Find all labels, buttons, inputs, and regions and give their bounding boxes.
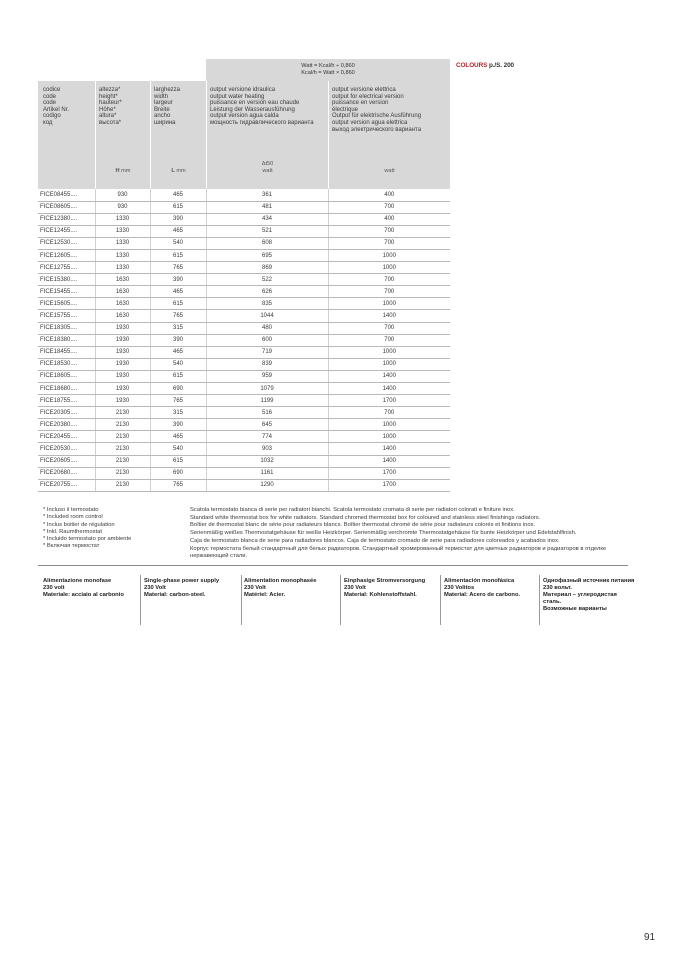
table-row xyxy=(38,298,450,310)
width-cell: 390 xyxy=(150,419,206,431)
table-row xyxy=(38,310,450,322)
water-output-cell: 695 xyxy=(206,249,328,261)
electric-output-cell: 700 xyxy=(328,334,450,346)
table-row xyxy=(38,262,450,274)
table-row xyxy=(38,274,450,286)
electric-output-cell: 700 xyxy=(328,274,450,286)
electric-output-cell: 1000 xyxy=(328,249,450,261)
water-output-cell: 1044 xyxy=(206,310,328,322)
height-cell: 1330 xyxy=(95,249,150,261)
electric-output-cell: 700 xyxy=(328,322,450,334)
water-output-cell: 869 xyxy=(206,262,328,274)
electric-output-cell: 1700 xyxy=(328,467,450,479)
table-row xyxy=(38,249,450,261)
table-row xyxy=(38,358,450,370)
page-number: 91 xyxy=(644,932,656,943)
water-output-cell: 1032 xyxy=(206,455,328,467)
electric-output-cell: 1700 xyxy=(328,395,450,407)
product-code-cell: FICE18755.... xyxy=(38,395,95,407)
table-row xyxy=(38,383,450,395)
electric-output-cell: 1400 xyxy=(328,370,450,382)
electric-output-cell: 1700 xyxy=(328,479,450,491)
product-code-cell: FICE20305.... xyxy=(38,407,95,419)
electric-output-cell: 1400 xyxy=(328,310,450,322)
product-code-cell: FICE20530.... xyxy=(38,443,95,455)
spec-block-french: Alimentation monophasée 230 Volt Matériel: Acier. xyxy=(244,578,317,598)
table-row xyxy=(38,443,450,455)
thermostat-box-note: Scatola termostato bianca di serie per radiatori bianchi. Scatola termostato cromata di serie per radiatori colorati e finiture inox. Standard white thermostat box for white radiators. Standard chromed thermostat box for coloured and stainless steel finishings radiators. Boîtier de thermostat blanc de série pour radiateurs blancs. Boîtier thermostat chromé de série pour radiateurs colorés et finitions inox. Serienmäßig weißes Thermostatgehäuse für weiße Heizkörper. Serienmäßig verchromte Thermostatgehäuse für bunte Heizkörper und Edelstahlfinish. Caja de termostato blanca de serie para radiadores blancos. Caja de termostato cromado de serie para radiadores coloreados y acabados inox. Корпус термостата белый стандартный для белых радиаторов. Стандартный хромированный термостат для цветных радиаторов и радиаторов в отделке нержавеющей стали. xyxy=(190,507,607,560)
spec-block-english: Single-phase power supply 230 Volt Material: carbon-steel. xyxy=(144,578,220,598)
table-row xyxy=(38,189,450,201)
water-output-cell: 645 xyxy=(206,419,328,431)
product-code-cell: FICE12605.... xyxy=(38,249,95,261)
spec-block-german: Einphasige Stromversorgung 230 Volt Material: Kohlenstoffstahl. xyxy=(344,578,426,598)
width-cell: 615 xyxy=(150,370,206,382)
table-row xyxy=(38,395,450,407)
unit-electric: watt xyxy=(384,168,395,174)
water-output-cell: 600 xyxy=(206,334,328,346)
water-output-cell: 959 xyxy=(206,370,328,382)
table-row xyxy=(38,334,450,346)
height-cell: 1930 xyxy=(95,322,150,334)
height-cell: 1930 xyxy=(95,346,150,358)
height-cell: 1930 xyxy=(95,383,150,395)
height-cell: 930 xyxy=(95,201,150,213)
height-cell: 2130 xyxy=(95,431,150,443)
height-cell: 2130 xyxy=(95,455,150,467)
table-row xyxy=(38,225,450,237)
width-cell: 615 xyxy=(150,298,206,310)
electric-output-cell: 400 xyxy=(328,189,450,201)
water-output-cell: 719 xyxy=(206,346,328,358)
water-output-cell: 608 xyxy=(206,237,328,249)
product-code-cell: FICE18680.... xyxy=(38,383,95,395)
width-cell: 390 xyxy=(150,334,206,346)
product-code-cell: FICE18305.... xyxy=(38,322,95,334)
width-cell: 540 xyxy=(150,443,206,455)
water-output-cell: 516 xyxy=(206,407,328,419)
product-code-cell: FICE12530.... xyxy=(38,237,95,249)
product-code-cell: FICE20455.... xyxy=(38,431,95,443)
water-output-cell: 903 xyxy=(206,443,328,455)
height-cell: 1330 xyxy=(95,237,150,249)
width-cell: 465 xyxy=(150,346,206,358)
water-output-cell: 481 xyxy=(206,201,328,213)
conversion-formula-line: Watt = Kcal/h ÷ 0,860 xyxy=(301,63,355,69)
water-output-cell: 1079 xyxy=(206,383,328,395)
thermostat-note: * Incluso il termostato * Included room control * Inclus boitier de régulation * Inkl. Raumthermostat * Incluido termostato por ambiente * Включая термостат xyxy=(43,507,132,550)
electric-output-cell: 700 xyxy=(328,237,450,249)
water-output-cell: 626 xyxy=(206,286,328,298)
electric-output-cell: 700 xyxy=(328,225,450,237)
conversion-formula-box xyxy=(206,59,450,81)
electric-output-cell: 1400 xyxy=(328,455,450,467)
width-cell: 465 xyxy=(150,189,206,201)
product-code-cell: FICE12380.... xyxy=(38,213,95,225)
electric-output-cell: 1000 xyxy=(328,419,450,431)
width-cell: 690 xyxy=(150,467,206,479)
height-cell: 1630 xyxy=(95,310,150,322)
height-cell: 1930 xyxy=(95,370,150,382)
product-code-cell: FICE18455.... xyxy=(38,346,95,358)
unit-height: H mm xyxy=(115,168,131,174)
electric-output-cell: 1400 xyxy=(328,443,450,455)
colours-reference: COLOURS p./S. 200 xyxy=(456,62,514,69)
height-cell: 2130 xyxy=(95,407,150,419)
table-row xyxy=(38,322,450,334)
spec-separator xyxy=(539,575,540,625)
water-output-cell: 521 xyxy=(206,225,328,237)
product-code-cell: FICE18380.... xyxy=(38,334,95,346)
height-cell: 1330 xyxy=(95,213,150,225)
spec-block-spanish: Alimentación monofásica 230 Volitos Material: Acero de carbono. xyxy=(444,578,521,598)
product-code-cell: FICE15380.... xyxy=(38,274,95,286)
table-row xyxy=(38,455,450,467)
unit-water: watt xyxy=(262,168,273,174)
product-code-cell: FICE12755.... xyxy=(38,262,95,274)
table-row xyxy=(38,431,450,443)
width-cell: 615 xyxy=(150,249,206,261)
product-code-cell: FICE20755.... xyxy=(38,479,95,491)
height-cell: 2130 xyxy=(95,419,150,431)
conversion-formula-line: Kcal/h = Watt × 0,860 xyxy=(301,70,355,76)
electric-output-cell: 700 xyxy=(328,407,450,419)
width-cell: 465 xyxy=(150,225,206,237)
height-cell: 2130 xyxy=(95,467,150,479)
width-cell: 765 xyxy=(150,479,206,491)
electric-output-cell: 1000 xyxy=(328,358,450,370)
table-row xyxy=(38,213,450,225)
product-code-cell: FICE15755.... xyxy=(38,310,95,322)
water-output-cell: 1290 xyxy=(206,479,328,491)
electric-output-cell: 400 xyxy=(328,213,450,225)
product-code-cell: FICE12455.... xyxy=(38,225,95,237)
height-cell: 1630 xyxy=(95,274,150,286)
product-code-cell: FICE08455.... xyxy=(38,189,95,201)
product-code-cell: FICE18605.... xyxy=(38,370,95,382)
header-width-column: larghezza width largeur Breite ancho ширина xyxy=(154,87,181,126)
product-code-cell: FICE20605.... xyxy=(38,455,95,467)
header-code-column: codice code code Artikel Nr. codigo код xyxy=(43,87,70,126)
water-output-cell: 361 xyxy=(206,189,328,201)
product-code-cell: FICE18530.... xyxy=(38,358,95,370)
width-cell: 615 xyxy=(150,455,206,467)
table-row xyxy=(38,479,450,491)
height-cell: 2130 xyxy=(95,443,150,455)
table-row xyxy=(38,346,450,358)
spec-block-russian: Однофазный источник питания 230 вольт. Материал – углеродистая сталь. Возможные варианты xyxy=(543,578,635,612)
electric-output-cell: 1000 xyxy=(328,298,450,310)
width-cell: 540 xyxy=(150,358,206,370)
spec-separator xyxy=(340,575,341,625)
height-cell: 1630 xyxy=(95,286,150,298)
water-output-cell: 480 xyxy=(206,322,328,334)
width-cell: 390 xyxy=(150,213,206,225)
electric-output-cell: 700 xyxy=(328,286,450,298)
width-cell: 765 xyxy=(150,310,206,322)
electric-output-cell: 700 xyxy=(328,201,450,213)
spec-separator xyxy=(241,575,242,625)
width-cell: 615 xyxy=(150,201,206,213)
table-row xyxy=(38,407,450,419)
spec-separator xyxy=(440,575,441,625)
table-row xyxy=(38,237,450,249)
unit-width: L mm xyxy=(171,168,186,174)
electric-output-cell: 1000 xyxy=(328,262,450,274)
table-row xyxy=(38,467,450,479)
section-divider xyxy=(38,565,628,566)
unit-water-dt: Δt50 xyxy=(261,161,274,167)
spec-block-italian: Alimentazione monofase 230 volt Materiale: acciaio al carbonio xyxy=(43,578,124,598)
product-code-cell: FICE08605.... xyxy=(38,201,95,213)
water-output-cell: 1199 xyxy=(206,395,328,407)
width-cell: 390 xyxy=(150,274,206,286)
width-cell: 540 xyxy=(150,237,206,249)
height-cell: 1330 xyxy=(95,225,150,237)
product-code-cell: FICE20680.... xyxy=(38,467,95,479)
height-cell: 1330 xyxy=(95,262,150,274)
table-row xyxy=(38,286,450,298)
water-output-cell: 522 xyxy=(206,274,328,286)
water-output-cell: 839 xyxy=(206,358,328,370)
table-row xyxy=(38,370,450,382)
water-output-cell: 774 xyxy=(206,431,328,443)
spec-separator xyxy=(140,575,141,625)
height-cell: 1930 xyxy=(95,358,150,370)
water-output-cell: 835 xyxy=(206,298,328,310)
electric-output-cell: 1400 xyxy=(328,383,450,395)
product-code-cell: FICE20380.... xyxy=(38,419,95,431)
height-cell: 2130 xyxy=(95,479,150,491)
table-row xyxy=(38,419,450,431)
water-output-cell: 434 xyxy=(206,213,328,225)
width-cell: 690 xyxy=(150,383,206,395)
header-water-output-column: output versione idraulica output water heating puissance en version eau chaude Leistung der Wasserausführung output version agua calda мощность гидравлического варианта xyxy=(210,87,314,126)
width-cell: 465 xyxy=(150,286,206,298)
header-electric-output-column: output versione elettrica output for electrical version puissance en version électrique Output für elektrische Ausführung output version agua elettrica выход электрического варианта xyxy=(332,87,422,133)
electric-output-cell: 1000 xyxy=(328,431,450,443)
width-cell: 315 xyxy=(150,322,206,334)
product-code-cell: FICE15605.... xyxy=(38,298,95,310)
header-height-column: altezza* height* hauteur* Höhe* altura* высота* xyxy=(99,87,122,126)
height-cell: 1930 xyxy=(95,334,150,346)
product-table xyxy=(38,189,450,492)
table-row xyxy=(38,201,450,213)
width-cell: 765 xyxy=(150,395,206,407)
width-cell: 765 xyxy=(150,262,206,274)
product-code-cell: FICE15455.... xyxy=(38,286,95,298)
width-cell: 465 xyxy=(150,431,206,443)
height-cell: 1630 xyxy=(95,298,150,310)
electric-output-cell: 1000 xyxy=(328,346,450,358)
water-output-cell: 1161 xyxy=(206,467,328,479)
height-cell: 1930 xyxy=(95,395,150,407)
height-cell: 930 xyxy=(95,189,150,201)
width-cell: 315 xyxy=(150,407,206,419)
